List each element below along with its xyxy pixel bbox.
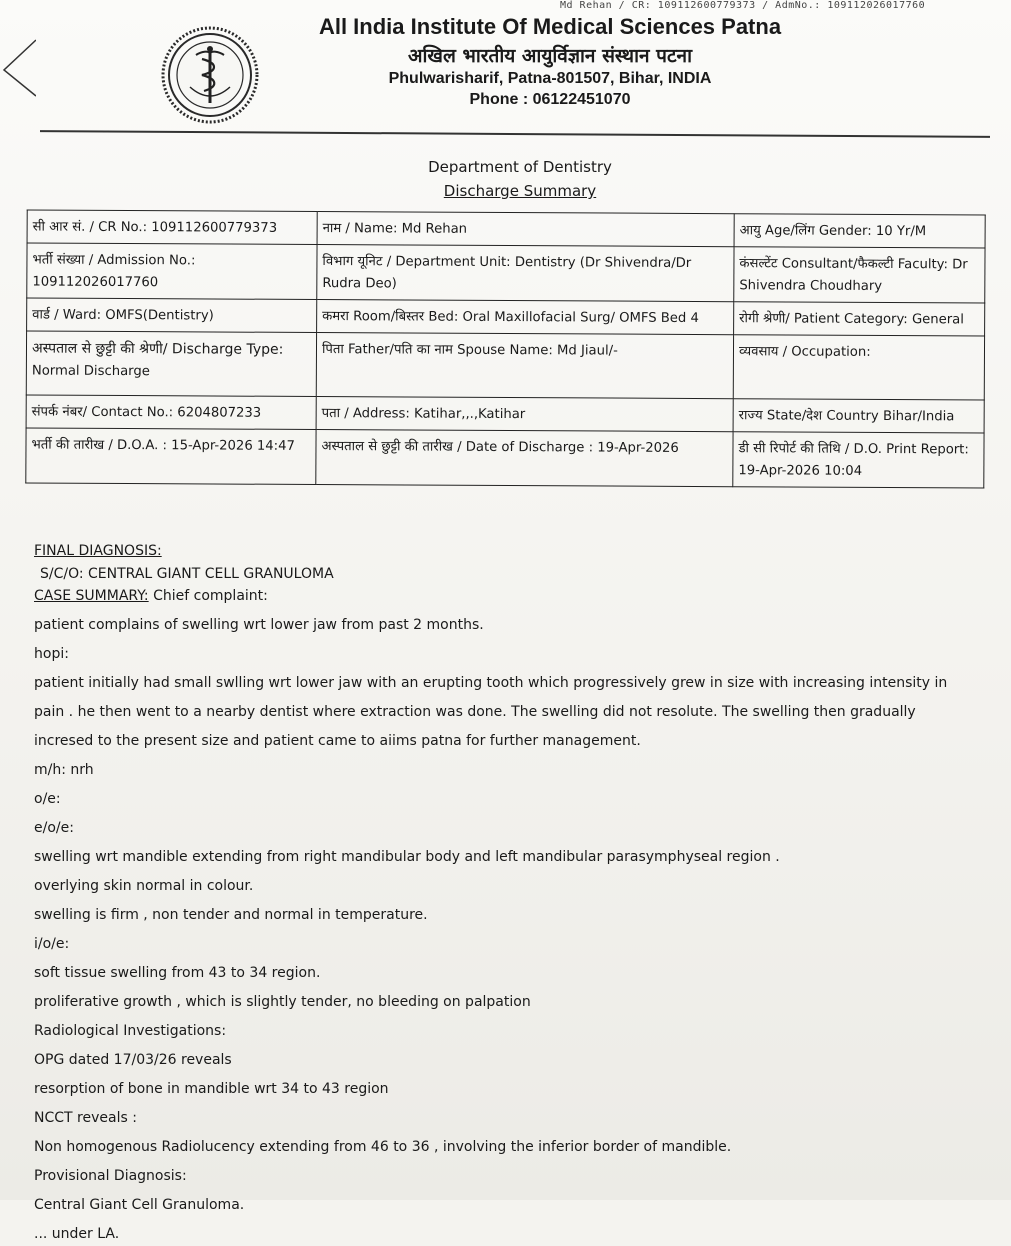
institute-address: Phulwarisharif, Patna-801507, Bihar, INDIA bbox=[270, 70, 830, 88]
cr-number-cell: सी आर सं. / CR No.: 109112600779373 bbox=[27, 210, 317, 245]
patient-category-value: General bbox=[912, 312, 964, 327]
contact-cell: संपर्क नंबर/ Contact No.: 6204807233 bbox=[26, 395, 316, 430]
department-unit-cell: विभाग यूनिट / Department Unit: Dentistry (Dr Shivendra/Dr Rudra Deo) bbox=[317, 245, 734, 302]
state-country-cell: राज्य State/देश Country Bihar/India bbox=[733, 399, 984, 433]
table-row bbox=[27, 298, 985, 336]
father-spouse-cell: पिता Father/पति का नाम Spouse Name: Md Jiaul/- bbox=[316, 333, 733, 399]
institute-phone: Phone : 06122451070 bbox=[270, 91, 830, 109]
summary-body bbox=[34, 540, 994, 1246]
patient-info-table bbox=[25, 209, 985, 488]
summary-line: m/h: nrh bbox=[34, 759, 994, 782]
summary-line: swelling wrt mandible extending from right mandibular body and left mandibular parasymphyseal region . bbox=[34, 846, 994, 869]
table-row bbox=[26, 395, 984, 433]
father-spouse-value: Md Jiaul/- bbox=[557, 343, 618, 358]
summary-line: resorption of bone in mandible wrt 34 to 43 region bbox=[34, 1078, 994, 1101]
summary-line: incresed to the present size and patient came to aiims patna for further management. bbox=[34, 730, 994, 753]
address-value: Katihar,,.,Katihar bbox=[414, 407, 525, 423]
admission-number-value: 109112026017760 bbox=[32, 275, 158, 291]
contact-value: 6204807233 bbox=[177, 405, 261, 420]
room-bed-cell: कमरा Room/बिस्तर Bed: Oral Maxillofacial Surg/ OMFS Bed 4 bbox=[317, 300, 734, 335]
ward-value: OMFS(Dentistry) bbox=[105, 308, 214, 324]
summary-line: NCCT reveals : bbox=[34, 1107, 994, 1130]
top-patient-strip: Md Rehan / CR: 109112600779373 / AdmNo.: 109112026017760 bbox=[560, 0, 925, 11]
state-country-value: Bihar/India bbox=[883, 409, 954, 424]
consultant-value: Dr Shivendra Choudhary bbox=[739, 257, 967, 294]
discharge-type-cell: अस्पताल से छुट्टी की श्रेणी/ Discharge Type: Normal Discharge bbox=[26, 331, 316, 397]
institute-title-hindi: अखिल भारतीय आयुर्विज्ञान संस्थान पटना bbox=[270, 42, 830, 68]
final-diagnosis-text: S/C/O: CENTRAL GIANT CELL GRANULOMA bbox=[34, 563, 994, 586]
final-diagnosis-heading: FINAL DIAGNOSIS: bbox=[34, 540, 994, 563]
discharge-date-cell: अस्पताल से छुट्टी की तारीख / Date of Discharge : 19-Apr-2026 bbox=[316, 430, 733, 487]
department-block bbox=[300, 158, 740, 200]
print-report-value: 19-Apr-2026 10:04 bbox=[738, 463, 862, 479]
summary-line: o/e: bbox=[34, 788, 994, 811]
summary-line: Provisional Diagnosis: bbox=[34, 1165, 994, 1188]
ward-cell: वार्ड / Ward: OMFS(Dentistry) bbox=[27, 298, 317, 333]
summary-line: soft tissue swelling from 43 to 34 region. bbox=[34, 962, 994, 985]
doa-value: 15-Apr-2026 14:47 bbox=[171, 438, 295, 454]
age-gender-value: 10 Yr/M bbox=[876, 224, 926, 239]
department-unit-value: Dentistry (Dr Shivendra/Dr Rudra Deo) bbox=[322, 255, 691, 291]
summary-line: hopi: bbox=[34, 643, 994, 666]
occupation-cell: व्यवसाय / Occupation: bbox=[733, 335, 984, 400]
case-summary-line: CASE SUMMARY: Chief complaint: bbox=[34, 585, 994, 608]
summary-line: swelling is firm , non tender and normal in temperature. bbox=[34, 904, 994, 927]
summary-line: overlying skin normal in colour. bbox=[34, 875, 994, 898]
table-row bbox=[27, 210, 985, 248]
aiims-logo-emblem bbox=[160, 25, 260, 125]
cr-number-value: 109112600779373 bbox=[151, 220, 277, 236]
summary-line: pain . he then went to a nearby dentist where extraction was done. The swelling did not resolute. The swelling then gradually bbox=[34, 701, 994, 724]
table-row bbox=[26, 428, 984, 488]
summary-line: ... under LA. bbox=[34, 1223, 994, 1246]
page-fold-mark bbox=[0, 38, 36, 98]
patient-category-cell: रोगी श्रेणी/ Patient Category: General bbox=[734, 302, 985, 336]
discharge-type-value: Normal Discharge bbox=[32, 364, 150, 380]
table-row bbox=[27, 243, 985, 303]
summary-line: OPG dated 17/03/26 reveals bbox=[34, 1049, 994, 1072]
age-gender-cell: आयु Age/लिंग Gender: 10 Yr/M bbox=[734, 214, 985, 248]
doa-cell: भर्ती की तारीख / D.O.A. : 15-Apr-2026 14:47 bbox=[26, 428, 316, 485]
header-divider bbox=[40, 130, 990, 138]
patient-name-value: Md Rehan bbox=[402, 221, 467, 236]
room-bed-value: Oral Maxillofacial Surg/ OMFS Bed 4 bbox=[463, 310, 699, 326]
summary-line: Non homogenous Radiolucency extending from 46 to 36 , involving the inferior border of mandible. bbox=[34, 1136, 994, 1159]
consultant-cell: कंसल्टेंट Consultant/फैकल्टी Faculty: Dr Shivendra Choudhary bbox=[734, 247, 985, 303]
summary-line: e/o/e: bbox=[34, 817, 994, 840]
print-report-cell: डी सी रिपोर्ट की तिथि / D.O. Print Report: 19-Apr-2026 10:04 bbox=[733, 432, 984, 488]
patient-name-cell: नाम / Name: Md Rehan bbox=[317, 212, 734, 247]
case-summary-lines bbox=[34, 614, 994, 1246]
table-row bbox=[26, 331, 984, 400]
summary-line: Central Giant Cell Granuloma. bbox=[34, 1194, 994, 1217]
summary-line: Radiological Investigations: bbox=[34, 1020, 994, 1043]
summary-line: patient initially had small swlling wrt lower jaw with an erupting tooth which progressively grew in size with increasing intensity in bbox=[34, 672, 994, 695]
admission-number-cell: भर्ती संख्या / Admission No.: 109112026017760 bbox=[27, 243, 317, 300]
summary-line: patient complains of swelling wrt lower jaw from past 2 months. bbox=[34, 614, 994, 637]
document-title: Discharge Summary bbox=[444, 182, 596, 200]
summary-line: i/o/e: bbox=[34, 933, 994, 956]
institute-header bbox=[270, 14, 830, 109]
discharge-date-value: 19-Apr-2026 bbox=[597, 440, 679, 455]
institute-title: All India Institute Of Medical Sciences Patna bbox=[270, 14, 830, 40]
address-cell: पता / Address: Katihar,,.,Katihar bbox=[316, 397, 733, 432]
summary-line: proliferative growth , which is slightly tender, no bleeding on palpation bbox=[34, 991, 994, 1014]
department-name: Department of Dentistry bbox=[300, 158, 740, 176]
